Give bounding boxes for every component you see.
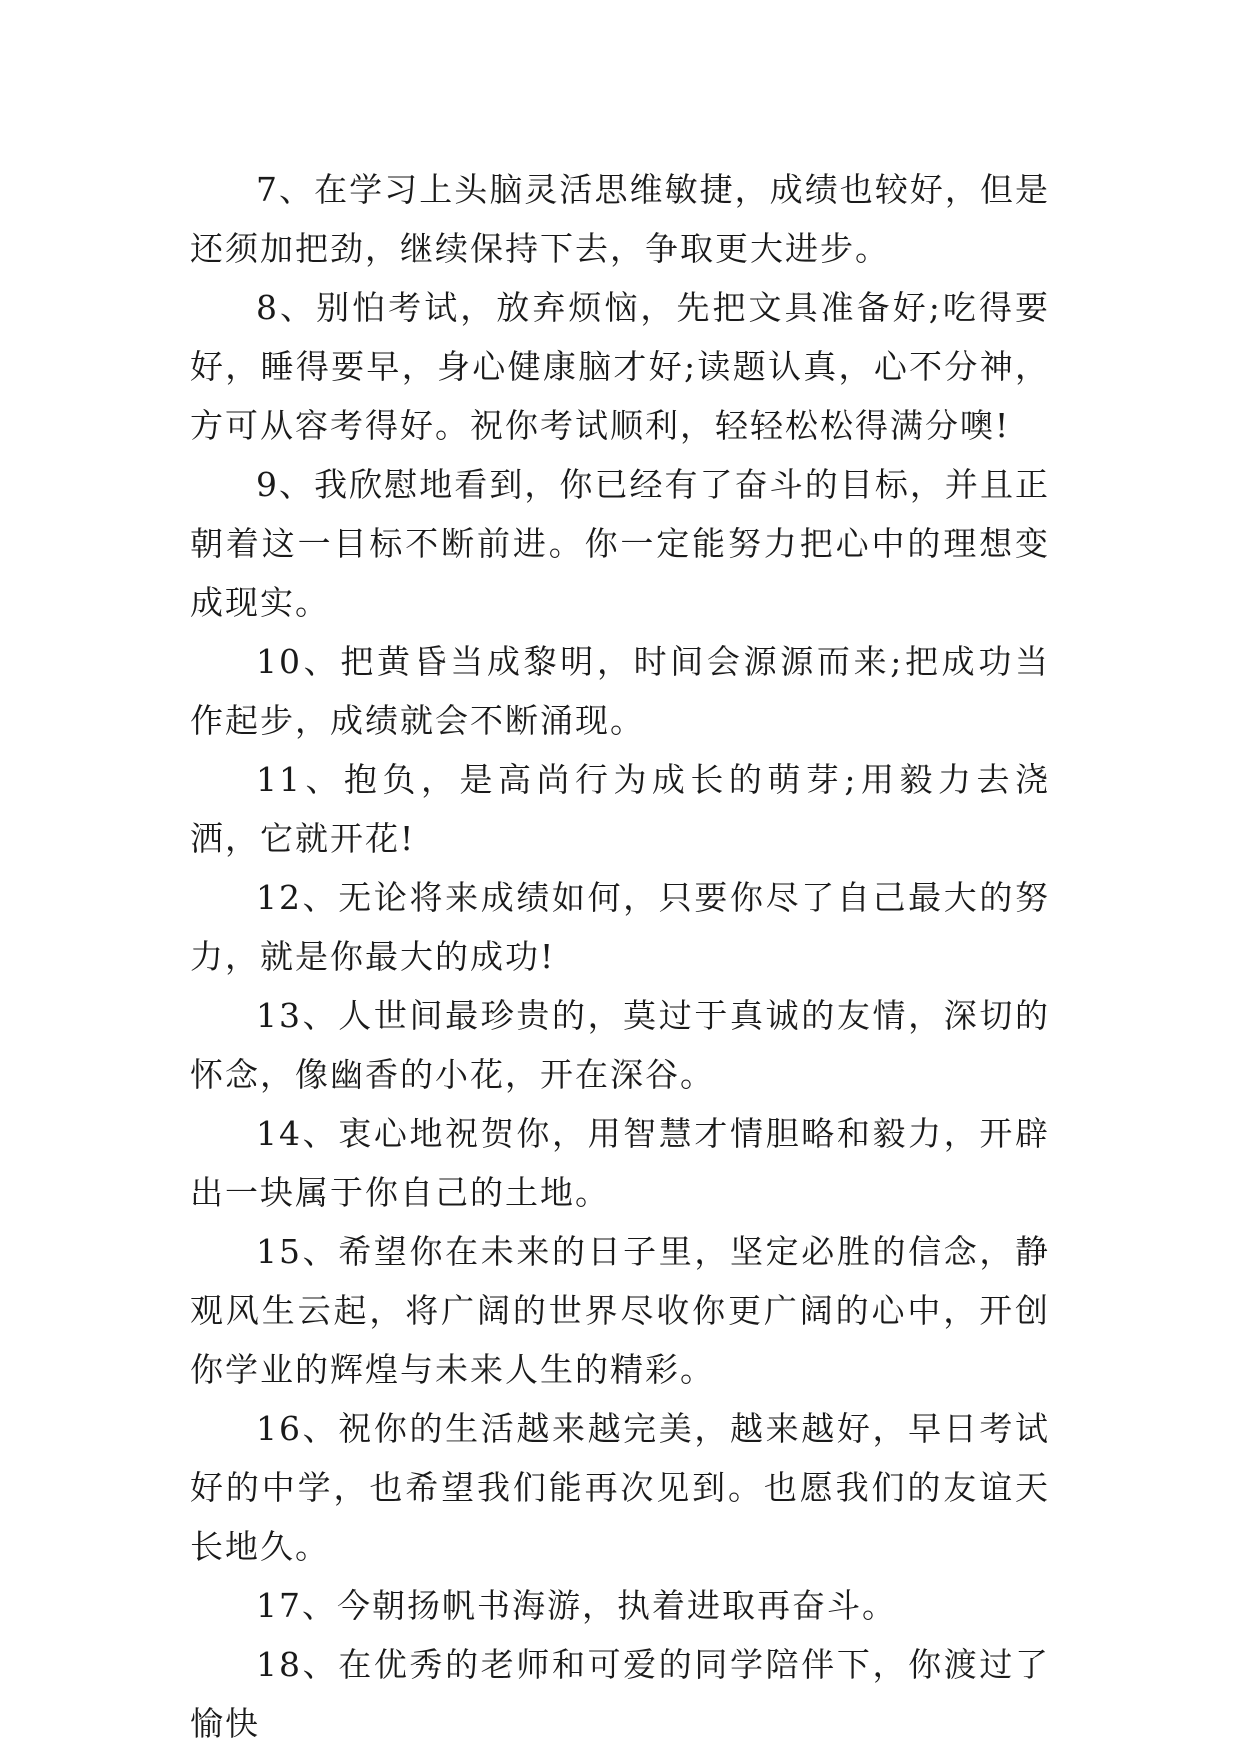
- paragraph-14: 14、衷心地祝贺你，用智慧才情胆略和毅力，开辟出一块属于你自己的土地。: [190, 1114, 1050, 1212]
- paragraph-10: 10、把黄昏当成黎明，时间会源源而来;把成功当作起步，成绩就会不断涌现。: [190, 642, 1050, 740]
- paragraph-17: 17、今朝扬帆书海游，执着进取再奋斗。: [256, 1586, 897, 1625]
- paragraph-15: 15、希望你在未来的日子里，坚定必胜的信念，静观风生云起，将广阔的世界尽收你更广阔的心中，开创你学业的辉煌与未来人生的精彩。: [190, 1232, 1050, 1389]
- paragraph-9: 9、我欣慰地看到，你已经有了奋斗的目标，并且正朝着这一目标不断前进。你一定能努力把心中的理想变成现实。: [190, 465, 1050, 622]
- paragraph-12: 12、无论将来成绩如何，只要你尽了自己最大的努力，就是你最大的成功!: [190, 878, 1050, 976]
- paragraph-18: 18、在优秀的老师和可爱的同学陪伴下，你渡过了愉快: [190, 1645, 1050, 1743]
- document-body: [190, 160, 1050, 1753]
- paragraph-13: 13、人世间最珍贵的，莫过于真诚的友情，深切的怀念，像幽香的小花，开在深谷。: [190, 996, 1050, 1094]
- paragraph-16: 16、祝你的生活越来越完美，越来越好，早日考试好的中学，也希望我们能再次见到。也愿我们的友谊天长地久。: [190, 1409, 1050, 1566]
- paragraph-11: 11、抱负，是高尚行为成长的萌芽;用毅力去浇洒，它就开花!: [190, 760, 1050, 858]
- paragraph-8: 8、别怕考试，放弃烦恼，先把文具准备好;吃得要好，睡得要早，身心健康脑才好;读题认真，心不分神，方可从容考得好。祝你考试顺利，轻轻松松得满分噢!: [190, 288, 1050, 445]
- paragraph-7: 7、在学习上头脑灵活思维敏捷，成绩也较好，但是还须加把劲，继续保持下去，争取更大进步。: [190, 170, 1050, 268]
